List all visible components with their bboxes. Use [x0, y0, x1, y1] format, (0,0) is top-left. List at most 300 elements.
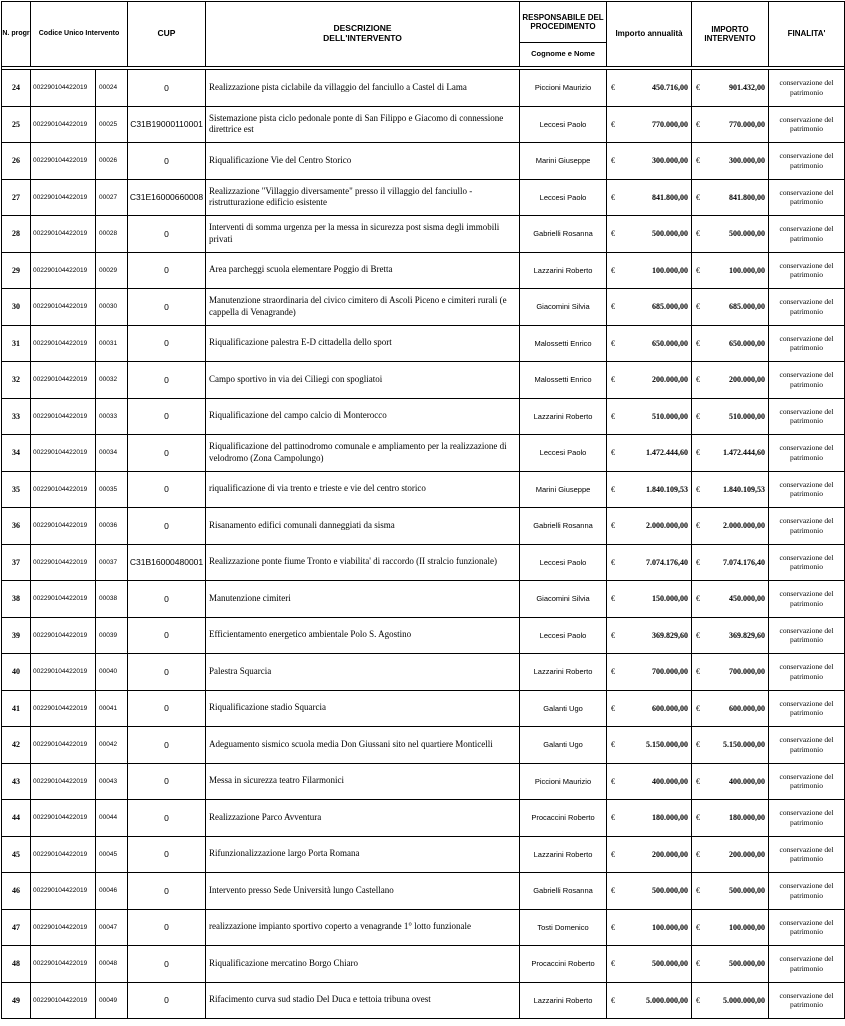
importo-annualita-cell: [607, 690, 692, 727]
cup-code: 0: [128, 289, 206, 326]
table-row: [2, 982, 845, 1019]
importo-intervento-cell: [692, 471, 769, 508]
currency-symbol: €: [696, 156, 701, 166]
codice-unico-part2: 00045: [96, 836, 128, 873]
currency-symbol: €: [611, 156, 616, 166]
table-row: [2, 106, 845, 143]
codice-unico-part1: 002290104422019: [31, 508, 96, 545]
responsabile-name: Piccioni Maurizio: [520, 70, 607, 107]
currency-symbol: €: [696, 922, 701, 932]
currency-symbol: €: [696, 557, 701, 567]
importo-annualita-value: 500.000,00: [652, 886, 689, 896]
codice-unico-part2: 00039: [96, 617, 128, 654]
currency-symbol: €: [611, 119, 616, 129]
importo-intervento-value: 100.000,00: [729, 265, 766, 275]
currency-symbol: €: [696, 703, 701, 713]
table-row: [2, 143, 845, 180]
codice-unico-part1: 002290104422019: [31, 654, 96, 691]
cup-code: 0: [128, 836, 206, 873]
importo-intervento-value: 685.000,00: [729, 302, 766, 312]
codice-unico-part2: 00042: [96, 727, 128, 764]
responsabile-name: Gabrielli Rosanna: [520, 873, 607, 910]
codice-unico-part2: 00044: [96, 800, 128, 837]
importo-annualita-value: 5.150.000,00: [646, 740, 689, 750]
row-number: 39: [2, 617, 31, 654]
responsabile-name: Giacomini Silvia: [520, 289, 607, 326]
cup-code: C31E16000660008: [128, 179, 206, 216]
importo-intervento-value: 500.000,00: [729, 959, 766, 969]
codice-unico-part1: 002290104422019: [31, 471, 96, 508]
finalita-value: conservazione del patrimonio: [769, 362, 845, 399]
importo-intervento-value: 369.829,60: [729, 630, 766, 640]
responsabile-name: Procaccini Roberto: [520, 800, 607, 837]
importo-annualita-value: 1.840.109,53: [646, 484, 689, 494]
currency-symbol: €: [696, 849, 701, 859]
importo-annualita-value: 400.000,00: [652, 776, 689, 786]
finalita-value: conservazione del patrimonio: [769, 836, 845, 873]
header-descrizione-line1: DESCRIZIONE: [333, 23, 392, 34]
header-codice-unico-intervento: Codice Unico Intervento: [31, 2, 128, 67]
importo-annualita-value: 650.000,00: [652, 338, 689, 348]
currency-symbol: €: [611, 776, 616, 786]
importo-annualita-value: 180.000,00: [652, 813, 689, 823]
importo-annualita-cell: [607, 909, 692, 946]
importo-intervento-cell: [692, 946, 769, 983]
importo-intervento-value: 700.000,00: [729, 667, 766, 677]
codice-unico-part2: 00049: [96, 982, 128, 1019]
importo-intervento-cell: [692, 70, 769, 107]
cup-code: 0: [128, 508, 206, 545]
importo-intervento-cell: [692, 873, 769, 910]
intervention-description: Interventi di somma urgenza per la messa in sicurezza post sisma degli immobili privati: [206, 216, 520, 253]
codice-unico-part1: 002290104422019: [31, 143, 96, 180]
codice-unico-part1: 002290104422019: [31, 982, 96, 1019]
intervention-description: Efficientamento energetico ambientale Polo S. Agostino: [206, 617, 520, 654]
importo-annualita-cell: [607, 70, 692, 107]
cup-code: C31B16000480001: [128, 544, 206, 581]
currency-symbol: €: [696, 265, 701, 275]
importo-intervento-value: 450.000,00: [729, 594, 766, 604]
importo-intervento-value: 841.800,00: [729, 192, 766, 202]
codice-unico-part2: 00030: [96, 289, 128, 326]
responsabile-name: Lazzarini Roberto: [520, 398, 607, 435]
intervention-description: Riqualificazione stadio Squarcia: [206, 690, 520, 727]
codice-unico-part2: 00043: [96, 763, 128, 800]
header-responsabile: RESPONSABILE DEL PROCEDIMENTO: [520, 2, 607, 43]
header-descrizione: [206, 2, 520, 67]
importo-intervento-cell: [692, 544, 769, 581]
codice-unico-part1: 002290104422019: [31, 289, 96, 326]
codice-unico-part1: 002290104422019: [31, 946, 96, 983]
codice-unico-part1: 002290104422019: [31, 727, 96, 764]
currency-symbol: €: [611, 630, 616, 640]
intervention-description: Campo sportivo in via dei Ciliegi con spogliatoi: [206, 362, 520, 399]
codice-unico-part2: 00036: [96, 508, 128, 545]
finalita-value: conservazione del patrimonio: [769, 70, 845, 107]
finalita-value: conservazione del patrimonio: [769, 617, 845, 654]
table-row: [2, 800, 845, 837]
table-row: [2, 581, 845, 618]
responsabile-name: Galanti Ugo: [520, 690, 607, 727]
currency-symbol: €: [696, 229, 701, 239]
finalita-value: conservazione del patrimonio: [769, 216, 845, 253]
codice-unico-part2: 00027: [96, 179, 128, 216]
codice-unico-part1: 002290104422019: [31, 216, 96, 253]
cup-code: 0: [128, 873, 206, 910]
finalita-value: conservazione del patrimonio: [769, 508, 845, 545]
importo-intervento-value: 600.000,00: [729, 703, 766, 713]
cup-code: 0: [128, 800, 206, 837]
cup-code: 0: [128, 946, 206, 983]
interventions-table: [1, 1, 845, 1019]
header-importo-intervento: IMPORTO INTERVENTO: [692, 2, 769, 67]
currency-symbol: €: [611, 338, 616, 348]
importo-annualita-value: 500.000,00: [652, 959, 689, 969]
importo-annualita-cell: [607, 289, 692, 326]
header-finalita: FINALITA': [769, 2, 845, 67]
responsabile-name: Galanti Ugo: [520, 727, 607, 764]
table-row: [2, 909, 845, 946]
table-row: [2, 179, 845, 216]
codice-unico-part2: 00028: [96, 216, 128, 253]
codice-unico-part2: 00038: [96, 581, 128, 618]
header-cognome-nome: Cognome e Nome: [520, 43, 607, 67]
cup-code: 0: [128, 617, 206, 654]
intervention-description: Riqualificazione Vie del Centro Storico: [206, 143, 520, 180]
currency-symbol: €: [611, 83, 616, 93]
responsabile-name: Lazzarini Roberto: [520, 982, 607, 1019]
currency-symbol: €: [696, 667, 701, 677]
importo-intervento-value: 500.000,00: [729, 886, 766, 896]
intervention-description: Rifunzionalizzazione largo Porta Romana: [206, 836, 520, 873]
table-row: [2, 471, 845, 508]
table-body: [2, 70, 845, 1019]
row-number: 25: [2, 106, 31, 143]
cup-code: 0: [128, 690, 206, 727]
finalita-value: conservazione del patrimonio: [769, 800, 845, 837]
cup-code: 0: [128, 143, 206, 180]
row-number: 24: [2, 70, 31, 107]
currency-symbol: €: [696, 83, 701, 93]
responsabile-name: Leccesi Paolo: [520, 617, 607, 654]
codice-unico-part1: 002290104422019: [31, 106, 96, 143]
importo-annualita-value: 150.000,00: [652, 594, 689, 604]
finalita-value: conservazione del patrimonio: [769, 143, 845, 180]
finalita-value: conservazione del patrimonio: [769, 946, 845, 983]
codice-unico-part2: 00024: [96, 70, 128, 107]
cup-code: 0: [128, 763, 206, 800]
cup-code: 0: [128, 581, 206, 618]
currency-symbol: €: [696, 521, 701, 531]
codice-unico-part2: 00029: [96, 252, 128, 289]
importo-intervento-value: 200.000,00: [729, 849, 766, 859]
codice-unico-part1: 002290104422019: [31, 362, 96, 399]
importo-annualita-cell: [607, 800, 692, 837]
importo-annualita-value: 600.000,00: [652, 703, 689, 713]
importo-intervento-value: 500.000,00: [729, 229, 766, 239]
header-cup: CUP: [128, 2, 206, 67]
importo-intervento-value: 300.000,00: [729, 156, 766, 166]
finalita-value: conservazione del patrimonio: [769, 581, 845, 618]
intervention-description: Rifacimento curva sud stadio Del Duca e tettoia tribuna ovest: [206, 982, 520, 1019]
responsabile-name: Gabrielli Rosanna: [520, 216, 607, 253]
importo-intervento-cell: [692, 216, 769, 253]
importo-annualita-value: 510.000,00: [652, 411, 689, 421]
currency-symbol: €: [696, 484, 701, 494]
importo-intervento-value: 5.150.000,00: [723, 740, 766, 750]
table-row: [2, 836, 845, 873]
row-number: 46: [2, 873, 31, 910]
table-row: [2, 289, 845, 326]
importo-annualita-cell: [607, 982, 692, 1019]
table-row: [2, 727, 845, 764]
finalita-value: conservazione del patrimonio: [769, 982, 845, 1019]
currency-symbol: €: [611, 411, 616, 421]
importo-intervento-value: 650.000,00: [729, 338, 766, 348]
importo-annualita-value: 200.000,00: [652, 849, 689, 859]
intervention-description: Palestra Squarcia: [206, 654, 520, 691]
table-row: [2, 252, 845, 289]
importo-intervento-value: 901.432,00: [729, 83, 766, 93]
finalita-value: conservazione del patrimonio: [769, 909, 845, 946]
importo-intervento-cell: [692, 289, 769, 326]
importo-annualita-value: 450.716,00: [652, 83, 689, 93]
responsabile-name: Procaccini Roberto: [520, 946, 607, 983]
currency-symbol: €: [611, 813, 616, 823]
importo-intervento-value: 510.000,00: [729, 411, 766, 421]
currency-symbol: €: [611, 484, 616, 494]
table-row: [2, 763, 845, 800]
row-number: 30: [2, 289, 31, 326]
codice-unico-part1: 002290104422019: [31, 252, 96, 289]
importo-intervento-cell: [692, 727, 769, 764]
table-row: [2, 398, 845, 435]
finalita-value: conservazione del patrimonio: [769, 106, 845, 143]
responsabile-name: Leccesi Paolo: [520, 106, 607, 143]
currency-symbol: €: [696, 448, 701, 458]
importo-intervento-cell: [692, 800, 769, 837]
importo-annualita-value: 5.000.000,00: [646, 995, 689, 1005]
responsabile-name: Lazzarini Roberto: [520, 654, 607, 691]
responsabile-name: Giacomini Silvia: [520, 581, 607, 618]
responsabile-name: Malossetti Enrico: [520, 325, 607, 362]
row-number: 29: [2, 252, 31, 289]
codice-unico-part2: 00047: [96, 909, 128, 946]
codice-unico-part2: 00037: [96, 544, 128, 581]
finalita-value: conservazione del patrimonio: [769, 727, 845, 764]
intervention-description: realizzazione impianto sportivo coperto a venagrande 1° lotto funzionale: [206, 909, 520, 946]
cup-code: 0: [128, 325, 206, 362]
responsabile-name: Lazzarini Roberto: [520, 252, 607, 289]
codice-unico-part1: 002290104422019: [31, 435, 96, 472]
intervention-description: Realizzazione pista ciclabile da villaggio del fanciullo a Castel di Lama: [206, 70, 520, 107]
codice-unico-part2: 00041: [96, 690, 128, 727]
importo-annualita-cell: [607, 252, 692, 289]
codice-unico-part2: 00026: [96, 143, 128, 180]
codice-unico-part1: 002290104422019: [31, 325, 96, 362]
codice-unico-part1: 002290104422019: [31, 763, 96, 800]
intervention-description: Realizzazione Parco Avventura: [206, 800, 520, 837]
codice-unico-part2: 00033: [96, 398, 128, 435]
row-number: 37: [2, 544, 31, 581]
currency-symbol: €: [696, 302, 701, 312]
row-number: 49: [2, 982, 31, 1019]
table-row: [2, 946, 845, 983]
importo-annualita-value: 500.000,00: [652, 229, 689, 239]
finalita-value: conservazione del patrimonio: [769, 435, 845, 472]
currency-symbol: €: [611, 375, 616, 385]
currency-symbol: €: [696, 813, 701, 823]
importo-intervento-cell: [692, 836, 769, 873]
importo-intervento-cell: [692, 325, 769, 362]
cup-code: C31B19000110001: [128, 106, 206, 143]
importo-intervento-cell: [692, 982, 769, 1019]
importo-intervento-cell: [692, 435, 769, 472]
importo-annualita-cell: [607, 727, 692, 764]
currency-symbol: €: [611, 703, 616, 713]
importo-intervento-cell: [692, 690, 769, 727]
intervention-description: Riqualificazione palestra E-D cittadella dello sport: [206, 325, 520, 362]
table-row: [2, 216, 845, 253]
intervention-description: Messa in sicurezza teatro Filarmonici: [206, 763, 520, 800]
cup-code: 0: [128, 471, 206, 508]
cup-code: 0: [128, 909, 206, 946]
currency-symbol: €: [611, 849, 616, 859]
importo-intervento-cell: [692, 179, 769, 216]
importo-annualita-value: 700.000,00: [652, 667, 689, 677]
importo-annualita-cell: [607, 179, 692, 216]
currency-symbol: €: [611, 557, 616, 567]
importo-annualita-cell: [607, 216, 692, 253]
importo-annualita-value: 369.829,60: [652, 630, 689, 640]
codice-unico-part1: 002290104422019: [31, 690, 96, 727]
importo-intervento-value: 5.000.000,00: [723, 995, 766, 1005]
row-number: 28: [2, 216, 31, 253]
codice-unico-part1: 002290104422019: [31, 909, 96, 946]
codice-unico-part1: 002290104422019: [31, 836, 96, 873]
responsabile-name: Marini Giuseppe: [520, 471, 607, 508]
responsabile-name: Tosti Domenico: [520, 909, 607, 946]
finalita-value: conservazione del patrimonio: [769, 544, 845, 581]
currency-symbol: €: [696, 338, 701, 348]
responsabile-name: Leccesi Paolo: [520, 179, 607, 216]
importo-annualita-value: 2.000.000,00: [646, 521, 689, 531]
intervention-description: Risanamento edifici comunali danneggiati da sisma: [206, 508, 520, 545]
currency-symbol: €: [611, 265, 616, 275]
codice-unico-part1: 002290104422019: [31, 544, 96, 581]
intervention-description: Realizzazione ponte fiume Tronto e viabilita' di raccordo (II stralcio funzionale): [206, 544, 520, 581]
intervention-description: Adeguamento sismico scuola media Don Giussani sito nel quartiere Monticelli: [206, 727, 520, 764]
cup-code: 0: [128, 70, 206, 107]
codice-unico-part1: 002290104422019: [31, 800, 96, 837]
importo-annualita-cell: [607, 362, 692, 399]
codice-unico-part1: 002290104422019: [31, 179, 96, 216]
responsabile-name: Piccioni Maurizio: [520, 763, 607, 800]
intervention-description: Riqualificazione del campo calcio di Monterocco: [206, 398, 520, 435]
finalita-value: conservazione del patrimonio: [769, 690, 845, 727]
codice-unico-part1: 002290104422019: [31, 873, 96, 910]
currency-symbol: €: [611, 667, 616, 677]
importo-intervento-value: 770.000,00: [729, 119, 766, 129]
intervention-description: Manutenzione cimiteri: [206, 581, 520, 618]
importo-intervento-cell: [692, 654, 769, 691]
row-number: 26: [2, 143, 31, 180]
row-number: 45: [2, 836, 31, 873]
intervention-description: Intervento presso Sede Università lungo Castellano: [206, 873, 520, 910]
row-number: 41: [2, 690, 31, 727]
importo-annualita-value: 1.472.444,60: [646, 448, 689, 458]
intervention-description: Realizzazione "Villaggio diversamente" presso il villaggio del fanciullo - ristrutturazione edificio esistente: [206, 179, 520, 216]
currency-symbol: €: [611, 886, 616, 896]
currency-symbol: €: [611, 229, 616, 239]
codice-unico-part2: 00031: [96, 325, 128, 362]
table-row: [2, 70, 845, 107]
importo-intervento-cell: [692, 508, 769, 545]
codice-unico-part2: 00046: [96, 873, 128, 910]
importo-intervento-value: 1.472.444,60: [723, 448, 766, 458]
row-number: 47: [2, 909, 31, 946]
codice-unico-part2: 00040: [96, 654, 128, 691]
table-row: [2, 617, 845, 654]
cup-code: 0: [128, 727, 206, 764]
row-number: 36: [2, 508, 31, 545]
codice-unico-part2: 00048: [96, 946, 128, 983]
header-n-progr: N. progr: [2, 2, 31, 67]
finalita-value: conservazione del patrimonio: [769, 179, 845, 216]
currency-symbol: €: [611, 192, 616, 202]
codice-unico-part1: 002290104422019: [31, 617, 96, 654]
responsabile-name: Marini Giuseppe: [520, 143, 607, 180]
finalita-value: conservazione del patrimonio: [769, 289, 845, 326]
row-number: 32: [2, 362, 31, 399]
responsabile-name: Lazzarini Roberto: [520, 836, 607, 873]
importo-intervento-cell: [692, 398, 769, 435]
table-row: [2, 325, 845, 362]
currency-symbol: €: [611, 995, 616, 1005]
importo-annualita-value: 300.000,00: [652, 156, 689, 166]
importo-annualita-cell: [607, 508, 692, 545]
responsabile-name: Leccesi Paolo: [520, 544, 607, 581]
row-number: 38: [2, 581, 31, 618]
finalita-value: conservazione del patrimonio: [769, 471, 845, 508]
currency-symbol: €: [696, 192, 701, 202]
codice-unico-part2: 00025: [96, 106, 128, 143]
header-descrizione-line2: DELL'INTERVENTO: [323, 33, 402, 43]
currency-symbol: €: [611, 922, 616, 932]
importo-annualita-value: 100.000,00: [652, 922, 689, 932]
row-number: 43: [2, 763, 31, 800]
importo-annualita-cell: [607, 873, 692, 910]
currency-symbol: €: [611, 594, 616, 604]
importo-intervento-cell: [692, 909, 769, 946]
importo-intervento-value: 2.000.000,00: [723, 521, 766, 531]
importo-intervento-cell: [692, 106, 769, 143]
importo-annualita-value: 685.000,00: [652, 302, 689, 312]
importo-intervento-value: 400.000,00: [729, 776, 766, 786]
intervention-description: Riqualificazione mercatino Borgo Chiaro: [206, 946, 520, 983]
currency-symbol: €: [696, 995, 701, 1005]
row-number: 42: [2, 727, 31, 764]
row-number: 40: [2, 654, 31, 691]
cup-code: 0: [128, 252, 206, 289]
importo-intervento-cell: [692, 763, 769, 800]
row-number: 35: [2, 471, 31, 508]
codice-unico-part2: 00034: [96, 435, 128, 472]
table-row: [2, 435, 845, 472]
row-number: 48: [2, 946, 31, 983]
intervention-description: Sistemazione pista ciclo pedonale ponte di San Filippo e Giacomo di connessione direttrice est: [206, 106, 520, 143]
table-row: [2, 873, 845, 910]
